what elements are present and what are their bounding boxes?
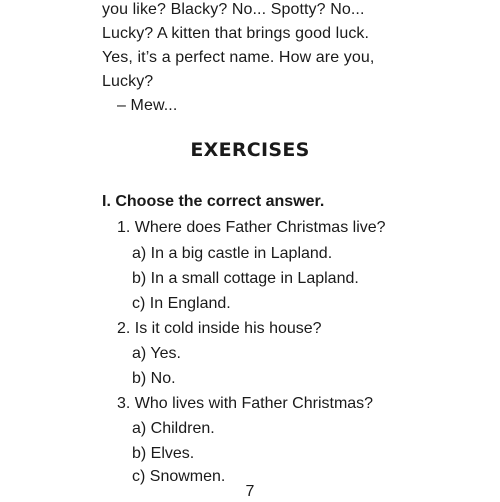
story-line: Lucky? A kitten that brings good luck. <box>102 25 370 42</box>
question-1-option-b: b) In a small cottage in Lapland. <box>132 270 359 287</box>
question-1: 1. Where does Father Christmas live? <box>117 219 386 236</box>
question-3: 3. Who lives with Father Christmas? <box>117 395 374 412</box>
question-2-option-a: a) Yes. <box>132 345 181 362</box>
exercises-heading: EXERCISES <box>190 139 310 161</box>
question-3-option-a: a) Children. <box>132 420 215 437</box>
question-3-option-b: b) Elves. <box>132 445 195 462</box>
question-1-option-c: c) In England. <box>132 295 231 312</box>
exercise-instruction: I. Choose the correct answer. <box>102 193 325 210</box>
story-line: Yes, it’s a perfect name. How are you, <box>102 49 375 66</box>
question-2-option-b: b) No. <box>132 370 176 387</box>
question-1-option-a: a) In a big castle in Lapland. <box>132 245 333 262</box>
question-3-option-c: c) Snowmen. <box>132 468 226 485</box>
story-line: Lucky? <box>102 73 154 90</box>
page-number: 7 <box>245 483 255 500</box>
story-line: you like? Blacky? No... Spotty? No... <box>102 1 365 18</box>
story-dialogue-line: – Mew... <box>117 97 178 114</box>
question-2: 2. Is it cold inside his house? <box>117 320 322 337</box>
